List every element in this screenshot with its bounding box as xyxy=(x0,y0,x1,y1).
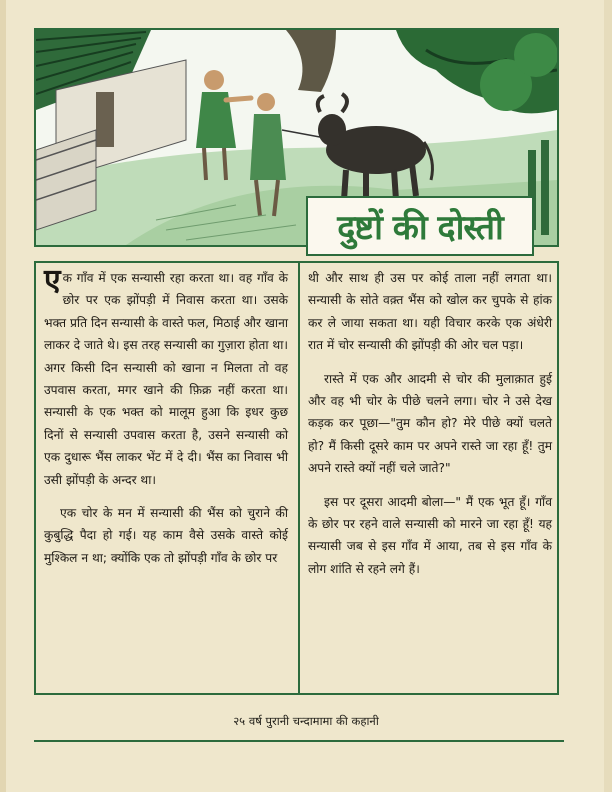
left-column xyxy=(44,263,288,569)
text-frame xyxy=(34,261,559,695)
paragraph-5: इस पर दूसरा आदमी बोला—" मैं एक भूत हूँ। गाँव के छोर पर रहने वाले सन्यासी को मारने जा रहा हूँ! यह सन्यासी जब से इस गाँव में आया, तब से इस गाँव के लोग शांति से रहने लगे हैं। xyxy=(308,494,552,576)
paragraph-3: थी और साथ ही उस पर कोई ताला नहीं लगता था। सन्यासी के सोते वक़्त भैंस को खोल कर चुपके से हांक कर ले जाया सकता था। यही विचार करके एक अंधेरी रात में चोर सन्यासी की झोंपड़ी की ओर चल पड़ा। xyxy=(308,271,552,353)
paragraph-4: रास्ते में एक और आदमी से चोर की मुलाक़ात हुई और वह भी चोर के पीछे चलने लगा। चोर ने उसे देख कड़क कर पूछा—"तुम कौन हो? मेरे पीछे क्यों चलते हो? मैं किसी दूसरे काम पर अपने रास्ते जा रहा हूँ! तुम अपने रास्ते क्यों नहीं चले जाते?" xyxy=(308,371,552,476)
footer-caption: २५ वर्ष पुरानी चन्दामामा की कहानी xyxy=(233,714,379,728)
story-title: दुष्टों की दोस्ती xyxy=(337,208,503,248)
paragraph-1 xyxy=(44,263,288,491)
paragraph-1-text: क गाँव में एक सन्यासी रहा करता था। वह गाँव के छोर पर एक झोंपड़ी में निवास करता था। उसके भक्त प्रति दिन सन्यासी के वास्ते फल, मिठाई और खाना लाकर दे जाते थे। इस तरह सन्यासी का गुज़ारा होता था। अगर किसी दिन सन्यासी को खाना न मिलता तो वह उपवास करता, मगर खाने की फ़िक्र नहीं करता था। सन्यासी के एक भक्त को मालूम हुआ कि इधर कुछ दिनों से सन्यासी उपवास करता है, उसने सन्यासी को एक दुधारू भैंस लाकर भेंट में दे दी। भैंस का निवास भी उसी झोंपड़ी के अन्दर था। xyxy=(44,271,288,487)
right-column xyxy=(308,267,552,580)
drop-cap: ए xyxy=(44,263,61,298)
footer-rule xyxy=(34,740,564,742)
column-divider xyxy=(298,263,300,693)
paragraph-2: एक चोर के मन में सन्यासी की भैंस को चुराने की कुबुद्धि पैदा हो गई। यह काम वैसे उसके वास्ते कोई मुश्किल न था; क्योंकि एक तो झोंपड़ी गाँव के छोर पर xyxy=(44,506,288,565)
title-panel xyxy=(306,196,534,256)
